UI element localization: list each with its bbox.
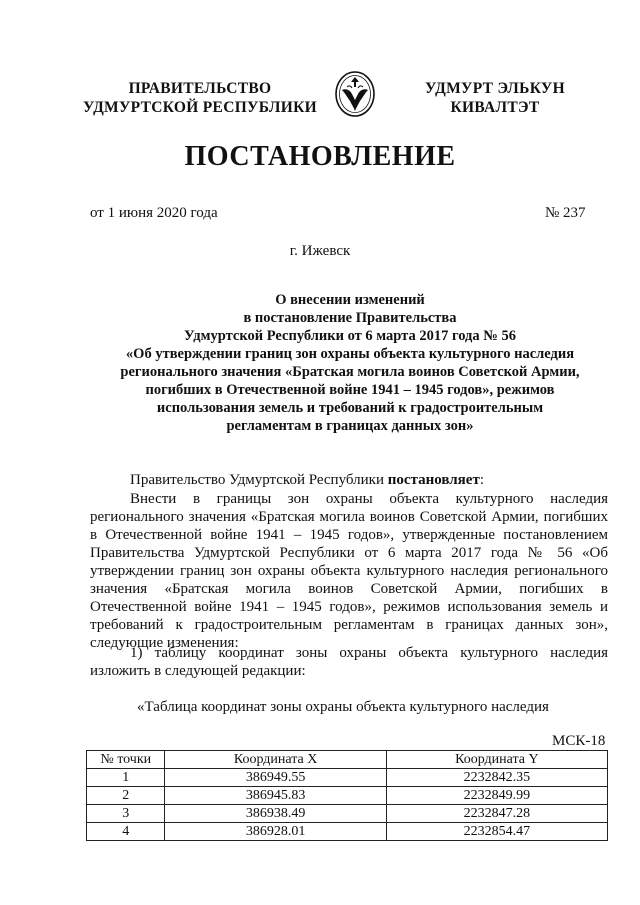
lead-prefix: Правительство Удмуртской Республики: [130, 472, 388, 488]
lead-suffix: :: [479, 472, 484, 488]
header-right-line2: КИВАЛТЭТ: [450, 99, 540, 116]
coordinates-table: [86, 750, 608, 841]
table-title: «Таблица координат зоны охраны объекта культурного наследия: [137, 699, 549, 715]
resolution-lead: [130, 471, 484, 489]
resolution-paragraph: [90, 490, 608, 652]
coordinate-system-label: МСК-18: [552, 733, 606, 749]
table-row: [87, 787, 608, 805]
column-header-x: Координата X: [165, 751, 386, 769]
document-date: от 1 июня 2020 года: [90, 205, 218, 221]
lead-keyword: постановляет: [387, 472, 480, 488]
document-type-title: ПОСТАНОВЛЕНИЕ: [184, 141, 456, 172]
column-header-point: № точки: [87, 751, 165, 769]
coordinate-x-cell: 386928.01: [165, 823, 386, 841]
point-number-cell: 4: [87, 823, 165, 841]
table-row: [87, 823, 608, 841]
column-header-y: Координата Y: [386, 751, 607, 769]
subject-line: О внесении изменений: [275, 292, 425, 308]
header-left-line2: УДМУРТСКОЙ РЕСПУБЛИКИ: [82, 99, 317, 116]
coordinate-x-cell: 386938.49: [165, 805, 386, 823]
table-row: [87, 805, 608, 823]
header-right-line1: УДМУРТ ЭЛЬКУН: [425, 80, 565, 97]
coat-of-arms-icon: [333, 68, 377, 118]
subject-line: использования земель и требований к градостроительным: [156, 400, 544, 416]
coordinate-x-cell: 386949.55: [165, 769, 386, 787]
coordinate-y-cell: 2232842.35: [386, 769, 607, 787]
document-number: № 237: [545, 205, 586, 221]
subject-line: в постановление Правительства: [243, 310, 457, 326]
coordinate-y-cell: 2232847.28: [386, 805, 607, 823]
table-row: [87, 769, 608, 787]
paragraph-text: Внести в границы зон охраны объекта культурного наследия регионального значения «Братская могила воинов Советской Армии, погибших в Отечественной войне 1941 – 1945 годов», утвержденные постановлением Правительства Удмуртской Республики от 6 марта 2017 года № 56 «Об утверждении границ зон охраны объекта культурного наследия регионального значения «Братская могила воинов Советской Армии, погибших в Отечественной войне 1941 – 1945 годов», режимов использования земель и требований к градостроительным регламентам в границах данных зон», следующие изменения:: [90, 491, 608, 651]
subject-line: Удмуртской Республики от 6 марта 2017 года № 56: [184, 328, 516, 344]
resolution-item-1: [90, 644, 608, 680]
coordinate-y-cell: 2232849.99: [386, 787, 607, 805]
subject-line: регионального значения «Братская могила воинов Советской Армии,: [120, 364, 580, 380]
header-right-block: [400, 79, 590, 117]
subject-line: погибших в Отечественной войне 1941 – 1945 годов», режимов: [145, 382, 555, 398]
coordinate-x-cell: 386945.83: [165, 787, 386, 805]
subject-line: регламентам в границах данных зон»: [226, 418, 474, 434]
point-number-cell: 3: [87, 805, 165, 823]
point-number-cell: 1: [87, 769, 165, 787]
document-subject: [100, 291, 600, 435]
header-left-line1: ПРАВИТЕЛЬСТВО: [128, 80, 272, 97]
table-header-row: [87, 751, 608, 769]
coordinate-y-cell: 2232854.47: [386, 823, 607, 841]
point-number-cell: 2: [87, 787, 165, 805]
document-city: г. Ижевск: [289, 243, 351, 259]
subject-line: «Об утверждении границ зон охраны объекта культурного наследия: [125, 346, 575, 362]
item1-text: 1) таблицу координат зоны охраны объекта культурного наследия изложить в следующей редакции:: [90, 645, 608, 679]
header-left-block: [70, 79, 330, 117]
